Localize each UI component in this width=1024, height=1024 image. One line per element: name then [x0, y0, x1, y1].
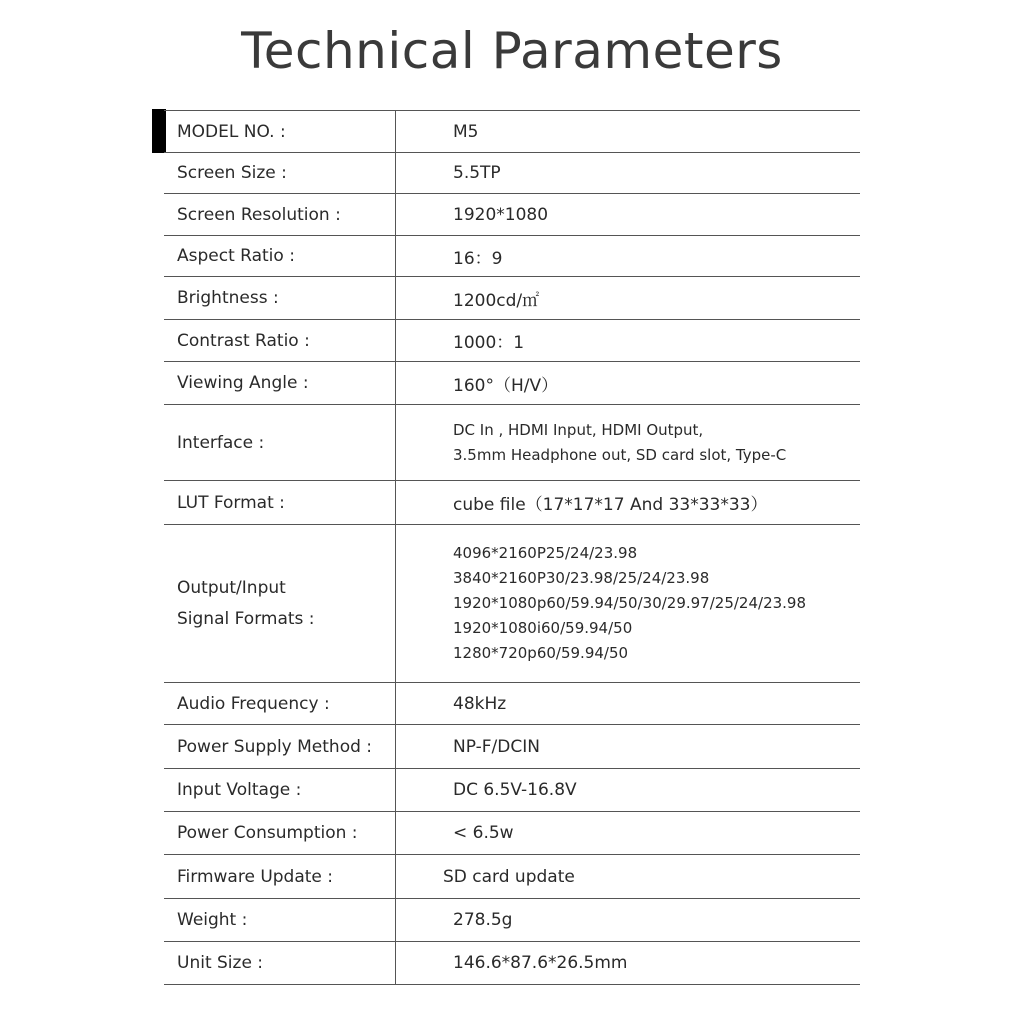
value-line: 1280*720p60/59.94/50: [453, 644, 629, 662]
column-divider: [395, 320, 396, 361]
row-label: Input Voltage :: [177, 780, 302, 800]
table-row-signal-formats: [164, 525, 860, 683]
row-value: NP-F/DCIN: [453, 736, 540, 757]
row-value: DC 6.5V-16.8V: [453, 780, 577, 800]
column-divider: [395, 942, 396, 984]
row-value: 160°（H/V）: [453, 375, 559, 396]
page-title: Technical Parameters: [241, 22, 783, 80]
table-row-unit-size: [164, 942, 860, 985]
table-row-screen-resolution: [164, 194, 860, 236]
column-divider: [395, 194, 396, 235]
column-divider: [395, 683, 396, 724]
value-line: DC In , HDMI Input, HDMI Output,: [453, 420, 704, 439]
row-label: Contrast Ratio :: [177, 330, 310, 351]
row-label: Brightness :: [177, 288, 279, 308]
column-divider: [395, 899, 396, 941]
row-value: 16：9: [453, 248, 503, 269]
row-value: [396, 418, 860, 468]
row-value: SD card update: [443, 866, 575, 887]
value-line: 1920*1080p60/59.94/50/30/29.97/25/24/23.98: [453, 594, 807, 612]
table-row-viewing-angle: [164, 362, 860, 405]
column-divider: [395, 769, 396, 811]
table-row-interface: [164, 405, 860, 481]
column-divider: [395, 725, 396, 768]
row-label: [164, 573, 396, 635]
row-value: 1920*1080: [453, 204, 549, 225]
row-label: MODEL NO. :: [177, 121, 286, 142]
label-line: Signal Formats :: [177, 608, 315, 629]
row-label: Audio Frequency :: [177, 693, 330, 714]
row-label: Interface :: [177, 432, 265, 453]
column-divider: [395, 111, 396, 152]
row-label: Power Supply Method :: [177, 736, 373, 757]
row-label: Screen Resolution :: [177, 204, 341, 225]
column-divider: [395, 525, 396, 682]
row-label: Unit Size :: [177, 953, 264, 973]
row-label: Weight :: [177, 910, 248, 930]
table-row-model: [164, 111, 860, 153]
value-line: 4096*2160P25/24/23.98: [453, 544, 638, 562]
row-value: 1000：1: [453, 333, 525, 353]
row-value: 5.5TP: [453, 163, 501, 183]
table-row-firmware-update: [164, 855, 860, 899]
value-line: 3840*2160P30/23.98/25/24/23.98: [453, 569, 710, 587]
row-label: Power Consumption :: [177, 823, 358, 843]
table-row-screen-size: [164, 153, 860, 194]
row-label: Viewing Angle :: [177, 373, 309, 393]
spec-table: [164, 110, 860, 985]
table-row-lut-format: [164, 481, 860, 525]
column-divider: [395, 405, 396, 480]
table-row-power-consumption: [164, 812, 860, 855]
table-row-audio-frequency: [164, 683, 860, 725]
column-divider: [395, 277, 396, 319]
row-value: 48kHz: [453, 693, 507, 714]
row-value: [396, 541, 860, 666]
value-line: 3.5mm Headphone out, SD card slot, Type-C: [453, 445, 787, 464]
row-value: cube file（17*17*17 And 33*33*33）: [453, 495, 768, 515]
row-label: Aspect Ratio :: [177, 246, 295, 266]
column-divider: [395, 153, 396, 193]
table-row-brightness: [164, 277, 860, 320]
label-line: Output/Input: [177, 577, 286, 598]
table-row-aspect-ratio: [164, 236, 860, 277]
row-label: LUT Format :: [177, 492, 285, 513]
column-divider: [395, 362, 396, 404]
column-divider: [395, 236, 396, 276]
table-row-input-voltage: [164, 769, 860, 812]
column-divider: [395, 855, 396, 898]
row-label: Screen Size :: [177, 163, 287, 183]
row-value: < 6.5w: [453, 823, 514, 843]
table-row-contrast-ratio: [164, 320, 860, 362]
row-value: M5: [453, 121, 479, 142]
row-value: 278.5g: [453, 910, 513, 930]
row-label: Firmware Update :: [177, 866, 334, 887]
row-value: 146.6*87.6*26.5mm: [453, 953, 628, 973]
value-line: 1920*1080i60/59.94/50: [453, 619, 633, 637]
row-value: 1200cd/㎡: [453, 290, 540, 311]
column-divider: [395, 481, 396, 524]
table-row-weight: [164, 899, 860, 942]
table-row-power-supply: [164, 725, 860, 769]
column-divider: [395, 812, 396, 854]
